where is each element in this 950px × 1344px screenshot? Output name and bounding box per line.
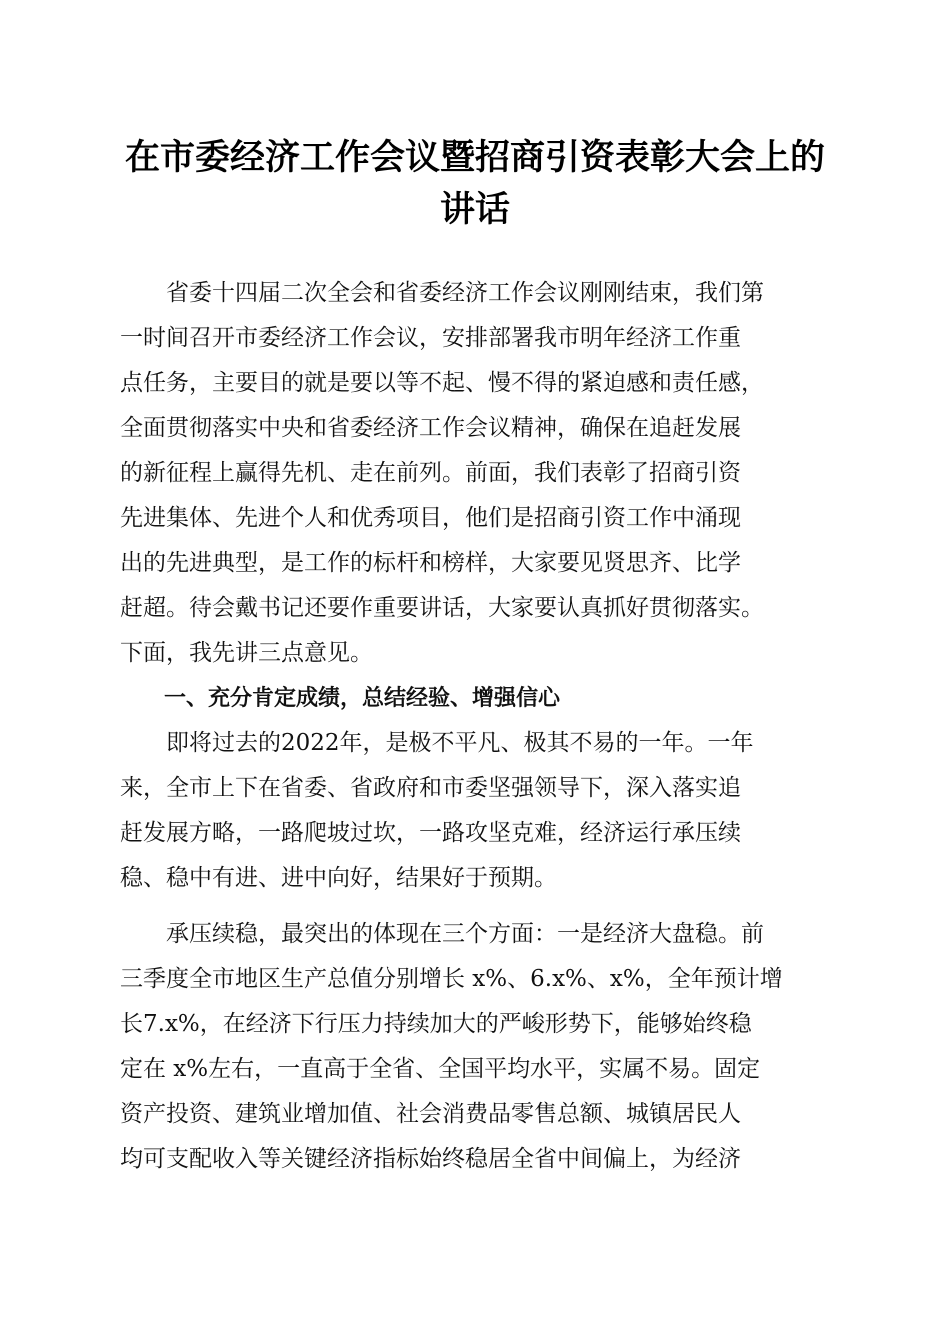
intro-paragraph <box>120 271 832 676</box>
text-line: 资产投资、建筑业增加值、社会消费品零售总额、城镇居民人 <box>120 1101 741 1127</box>
title-line-1: 在市委经济工作会议暨招商引资表彰大会上的 <box>124 137 825 178</box>
text-line: 即将过去的2022年，是极不平凡、极其不易的一年。一年 <box>120 730 754 756</box>
text-line: 赶超。待会戴书记还要作重要讲话，大家要认真抓好贯彻落实。 <box>120 595 764 621</box>
text-line: 的新征程上赢得先机、走在前列。前面，我们表彰了招商引资 <box>120 460 741 486</box>
text-line: 赶发展方略，一路爬坡过坎，一路攻坚克难，经济运行承压续 <box>120 820 741 846</box>
text-line: 三季度全市地区生产总值分别增长 x%、6.x%、x%，全年预计增 <box>120 966 783 992</box>
text-line: 承压续稳，最突出的体现在三个方面：一是经济大盘稳。前 <box>120 921 764 947</box>
text-line: 点任务，主要目的就是要以等不起、慢不得的紧迫感和责任感， <box>120 370 764 396</box>
text-line: 下面，我先讲三点意见。 <box>120 640 373 666</box>
title-line-2: 讲话 <box>439 189 510 230</box>
text-line: 先进集体、先进个人和优秀项目，他们是招商引资工作中涌现 <box>120 505 741 531</box>
document-body <box>120 271 832 1182</box>
paragraph-gap <box>120 901 832 912</box>
text-line: 长7.x%，在经济下行压力持续加大的严峻形势下，能够始终稳 <box>120 1011 752 1037</box>
document-title <box>100 132 850 236</box>
text-line: 一时间召开市委经济工作会议，安排部署我市明年经济工作重 <box>120 325 741 351</box>
text-line: 省委十四届二次全会和省委经济工作会议刚刚结束，我们第 <box>120 280 764 306</box>
text-line: 稳、稳中有进、进中向好，结果好于预期。 <box>120 865 557 891</box>
paragraph-3 <box>120 912 832 1182</box>
text-line: 来，全市上下在省委、省政府和市委坚强领导下，深入落实追 <box>120 775 741 801</box>
text-line: 全面贯彻落实中央和省委经济工作会议精神，确保在追赶发展 <box>120 415 741 441</box>
paragraph-2 <box>120 721 832 901</box>
text-line: 定在 x%左右，一直高于全省、全国平均水平，实属不易。固定 <box>120 1056 761 1082</box>
text-line: 均可支配收入等关键经济指标始终稳居全省中间偏上，为经济 <box>120 1146 741 1172</box>
section-heading: 一、充分肯定成绩，总结经验、增强信心 <box>120 686 561 711</box>
text-line: 出的先进典型，是工作的标杆和榜样，大家要见贤思齐、比学 <box>120 550 741 576</box>
